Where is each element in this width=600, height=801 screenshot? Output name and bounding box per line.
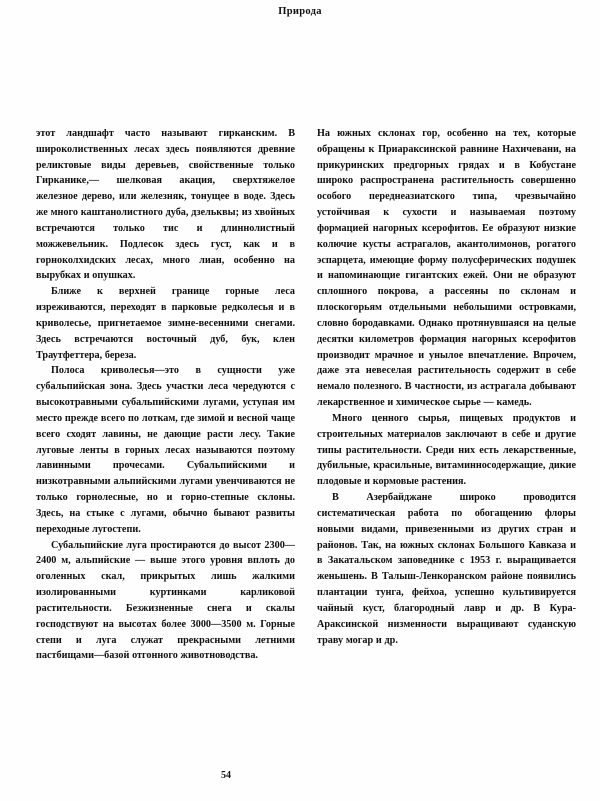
paragraph: Полоса криволесья—это в сущности уже субальпийская зона. Здесь участки леса чередуются с высокотравными субальпийскими лугами, уступая им место прежде всего по лоткам, где зимой и весной чаще всего сходят лавины, не дающие расти лесу. Такие луговые ленты в горных лесах называются поэтому лавинными прочесами. Субальпийскими и низкотравными альпийскими лугами увенчиваются не только горнолесные, но и горно-степные склоны. Здесь, на стыке с лугами, обычно бывают развиты переходные лугостепи. — [36, 365, 295, 535]
paragraph: На южных склонах гор, особенно на тех, которые обращены к Приараксинской равнине Нахичевани, на прикуринских предгорных грядах и в Кобустане широко распространена растительность совершенно особого переднеазиатского типа, чрезвычайно устойчивая к сухости и называемая поэтому формацией нагорных ксерофитов. Ее образуют низкие колючие кусты астрагалов, акантолимонов, рогатого эспарцета, имеющие форму полусферических подушек и напоминающие гигантских ежей. Они не образуют сплошного покрова, а рассеяны по склонам и плоскогорьям отдельными небольшими островками, словно бородавками. Однако протянувшаяся на целые десятки километров формация нагорных ксерофитов производит мрачное и унылое впечатление. Впрочем, даже эта невеселая растительность содержит в себе немало полезного. В частности, из астрагала добывают лекарственное и химическое сырье — камедь. — [317, 128, 576, 409]
paragraph: Субальпийские луга простираются до высот 2300—2400 м, альпийские — выше этого уровня вплоть до оголенных скал, прикрытых лишь жалкими изолированными куртинками карликовой растительности. Безжизненные снега и скалы господствуют на высотах более 3000—3500 м. Горные степи и луга служат прекрасными летними пастбищами—базой отгонного животноводства. — [36, 539, 295, 662]
paragraph: В Азербайджане широко проводится систематическая работа по обогащению флоры новыми видами, привезенными из других стран и районов. Так, на южных склонах Большого Кавказа и в Закатальском заповеднике с 1953 г. выращивается женьшень. В Талыш-Ленкоранском районе появились плантации тунга, фейхоа, успешно культивируется чайный куст, благородный лавр и др. В Кура-Араксинской низменности выращивают суданскую траву могар и др. — [317, 492, 576, 646]
column-right — [317, 126, 576, 664]
column-left — [36, 126, 295, 664]
paragraph: этот ландшафт часто называют гирканским. В широколиственных лесах здесь появляются древние реликтовые виды деревьев, свойственные только Гирканике,— шелковая акация, сверхтяжелое железное дерево, или железняк, тонущее в воде. Здесь же много каштанолистного дуба, дзельквы; из хвойных встречаются только тис и длиннолистный можжевельник. Подлесок здесь густ, как и в горноколхидских лесах, много лиан, особенно на вырубках и опушках. — [36, 128, 295, 282]
text-body — [36, 126, 576, 664]
running-head: Природа — [278, 6, 322, 17]
paragraph: Ближе к верхней границе горные леса изреживаются, переходят в парковые редколесья и в криволесье, пригнетаемое зимне-весенними снегами. Здесь встречаются восточный дуб, бук, клен Траутфеттера, береза. — [36, 286, 295, 361]
page-number: 54 — [221, 770, 231, 781]
paragraph: Много ценного сырья, пищевых продуктов и строительных материалов заключают в себе и другие типы растительности. Среди них есть лекарственные, дубильные, красильные, витаминносодержащие, дикие плодовые и кормовые растения. — [317, 412, 576, 488]
